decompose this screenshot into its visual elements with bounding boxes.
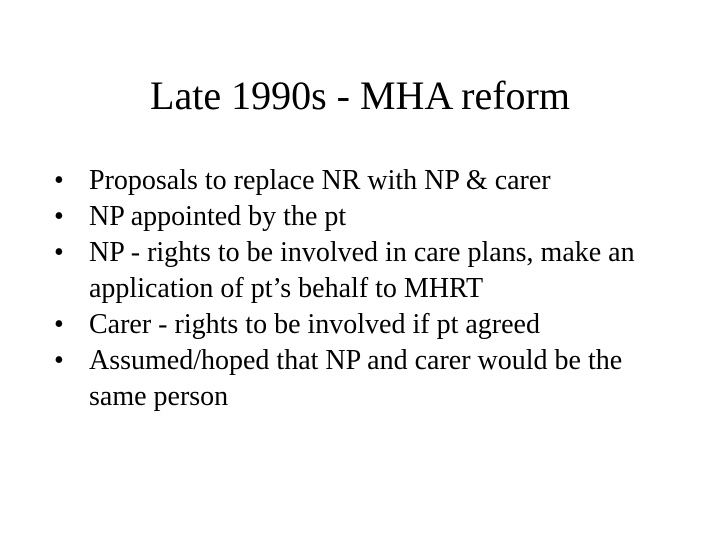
bullet-marker: •: [54, 201, 64, 232]
bullet-text: NP - rights to be involved in care plans, make an application of pt’s behalf to MHRT: [89, 237, 635, 304]
bullet-item: [54, 199, 674, 235]
bullet-marker: •: [54, 165, 64, 196]
bullet-text: NP appointed by the pt: [89, 201, 347, 232]
slide-title: Late 1990s - MHA reform: [150, 73, 570, 118]
bullet-list: [54, 163, 674, 415]
bullet-item: [54, 163, 674, 199]
bullet-item: [54, 343, 674, 415]
bullet-marker: •: [54, 309, 64, 340]
bullet-marker: •: [54, 237, 64, 268]
bullet-item: [54, 307, 674, 343]
bullet-text: Assumed/hoped that NP and carer would be the same person: [89, 345, 623, 412]
bullet-text: Proposals to replace NR with NP & carer: [89, 165, 551, 196]
bullet-text: Carer - rights to be involved if pt agreed: [89, 309, 540, 340]
bullet-marker: •: [54, 345, 64, 376]
bullet-item: [54, 235, 674, 307]
